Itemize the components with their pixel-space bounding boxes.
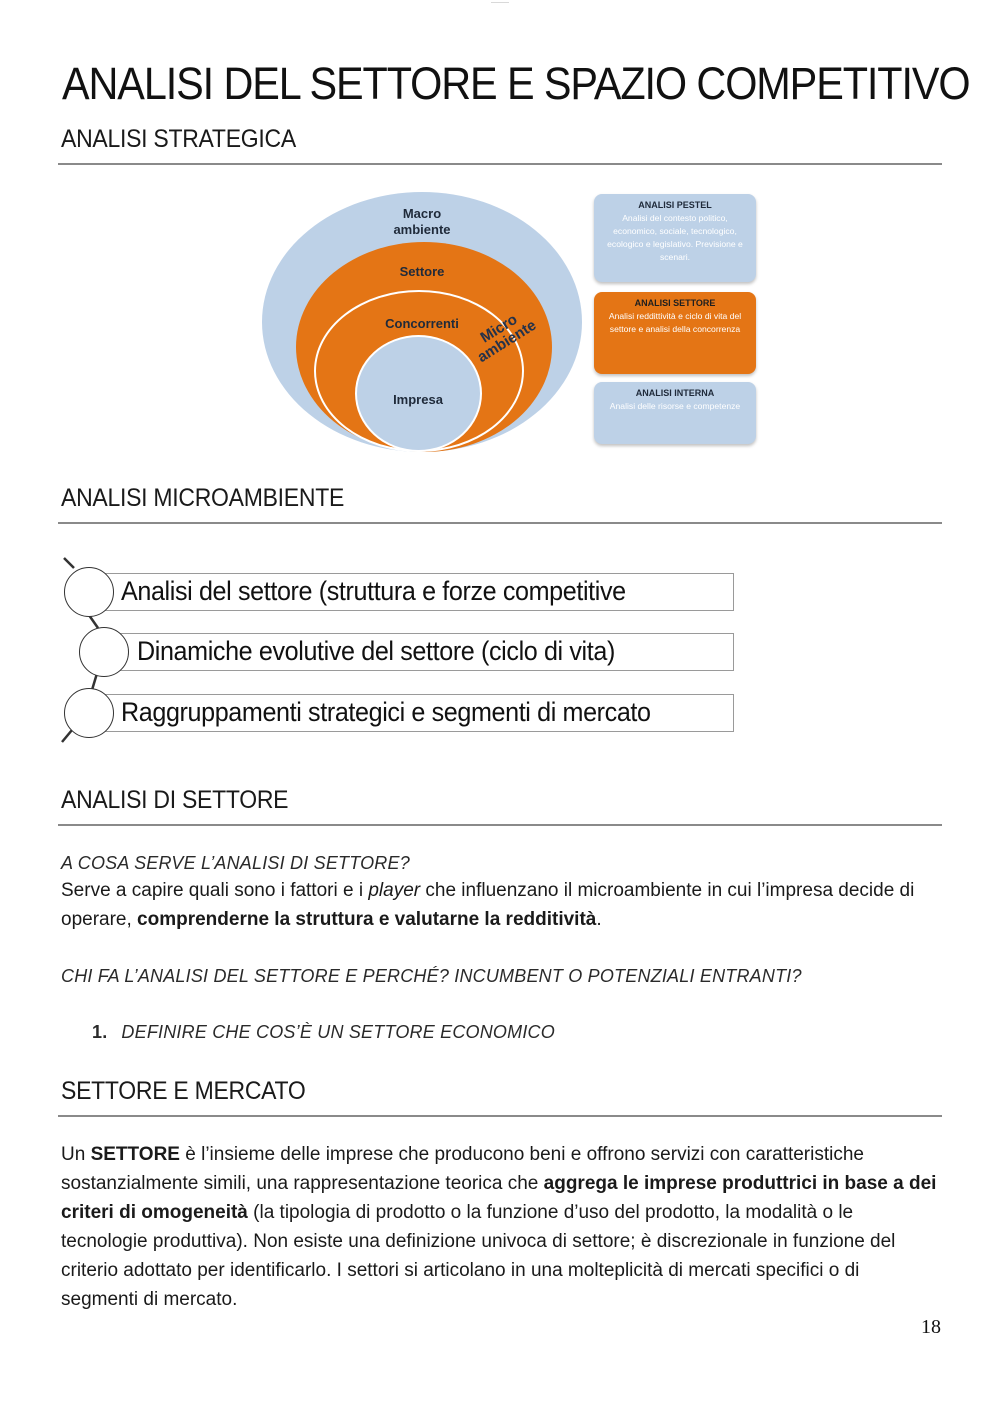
list-item-text: Analisi del settore (struttura e forze competitive <box>121 576 626 606</box>
answer-text: Serve a capire quali sono i fattori e i <box>61 880 369 901</box>
paragraph-text: (la tipologia di prodotto o la funzione d’uso del prodotto, la modalità o le tecnologie produttiva). Non esiste una definizione univoca di settore; è discrezionale in funzione del criterio adottato per identificarlo. I settori si articolano in una molteplicità di mercati specifici o di segmenti di mercato. <box>61 1202 896 1310</box>
box-analisi-interna <box>594 382 756 444</box>
divider <box>58 163 942 165</box>
paragraph-bold: SETTORE <box>90 1144 180 1165</box>
list-item-text: Raggruppamenti strategici e segmenti di mercato <box>121 697 651 727</box>
item-number: 1. <box>92 1022 108 1042</box>
bullet-circle <box>79 627 129 677</box>
heading-analisi-di-settore: ANALISI DI SETTORE <box>61 786 289 814</box>
box-analisi-settore <box>594 292 756 374</box>
label-concorrenti: Concorrenti <box>385 316 459 331</box>
box-analisi-pestel <box>594 194 756 282</box>
box-pestel-title: ANALISI PESTEL <box>638 200 712 210</box>
heading-analisi-microambiente: ANALISI MICROAMBIENTE <box>61 484 345 512</box>
page-number: 18 <box>921 1316 941 1338</box>
divider <box>58 522 942 524</box>
box-settore-text: Analisi reddittività e ciclo di vita del settore e analisi della concorrenza <box>608 311 742 334</box>
label-settore: Settore <box>399 264 445 279</box>
answer-bold: comprenderne la struttura e valutarne la redditività <box>137 909 597 930</box>
paragraph-bold: aggrega le imprese produttrici in base a dei criteri di omogeneità <box>61 1173 937 1223</box>
heading-settore-e-mercato: SETTORE E MERCATO <box>61 1077 306 1105</box>
item-text: DEFINIRE CHE COS’È UN SETTORE ECONOMICO <box>121 1022 555 1042</box>
page-title: ANALISI DEL SETTORE E SPAZIO COMPETITIVO <box>62 58 970 109</box>
question-chi-fa: CHI FA L’ANALISI DEL SETTORE E PERCHÉ? INCUMBENT O POTENZIALI ENTRANTI? <box>61 966 802 986</box>
divider <box>58 1115 942 1117</box>
numbered-item <box>92 1022 555 1043</box>
box-interna-text: Analisi delle risorse e competenze <box>609 401 741 411</box>
answer-paragraph <box>61 876 941 934</box>
answer-text: . <box>596 909 602 930</box>
box-pestel-text: Analisi del contesto politico, economico, sociale, tecnologico, ecologico e legislativo. Previsione e scenari. <box>607 213 743 262</box>
question-a-cosa-serve: A COSA SERVE L’ANALISI DI SETTORE? <box>61 853 410 873</box>
heading-analisi-strategica: ANALISI STRATEGICA <box>61 125 296 153</box>
answer-player-em: player <box>368 880 421 901</box>
bullet-circle <box>64 688 114 738</box>
paragraph-text: è l’insieme delle imprese che producono beni e offrono servizi con caratteristiche sostanzialmente simili, una rappresentazione teorica che <box>61 1144 864 1194</box>
header-mark: ——— <box>491 0 509 6</box>
label-micro-ambiente: Micro ambiente <box>474 310 540 367</box>
settore-definition-paragraph <box>61 1140 941 1314</box>
label-impresa: Impresa <box>393 392 443 407</box>
divider <box>58 824 942 826</box>
list-item-text: Dinamiche evolutive del settore (ciclo di vita) <box>137 636 615 666</box>
label-macro-ambiente: Macro ambiente <box>393 206 451 237</box>
answer-text: che influenzano il microambiente in cui l’impresa decide di operare, <box>61 880 915 930</box>
box-interna-title: ANALISI INTERNA <box>635 388 715 398</box>
bullet-circle <box>64 567 114 617</box>
box-settore-title: ANALISI SETTORE <box>634 298 716 308</box>
paragraph-text: Un <box>61 1144 91 1165</box>
